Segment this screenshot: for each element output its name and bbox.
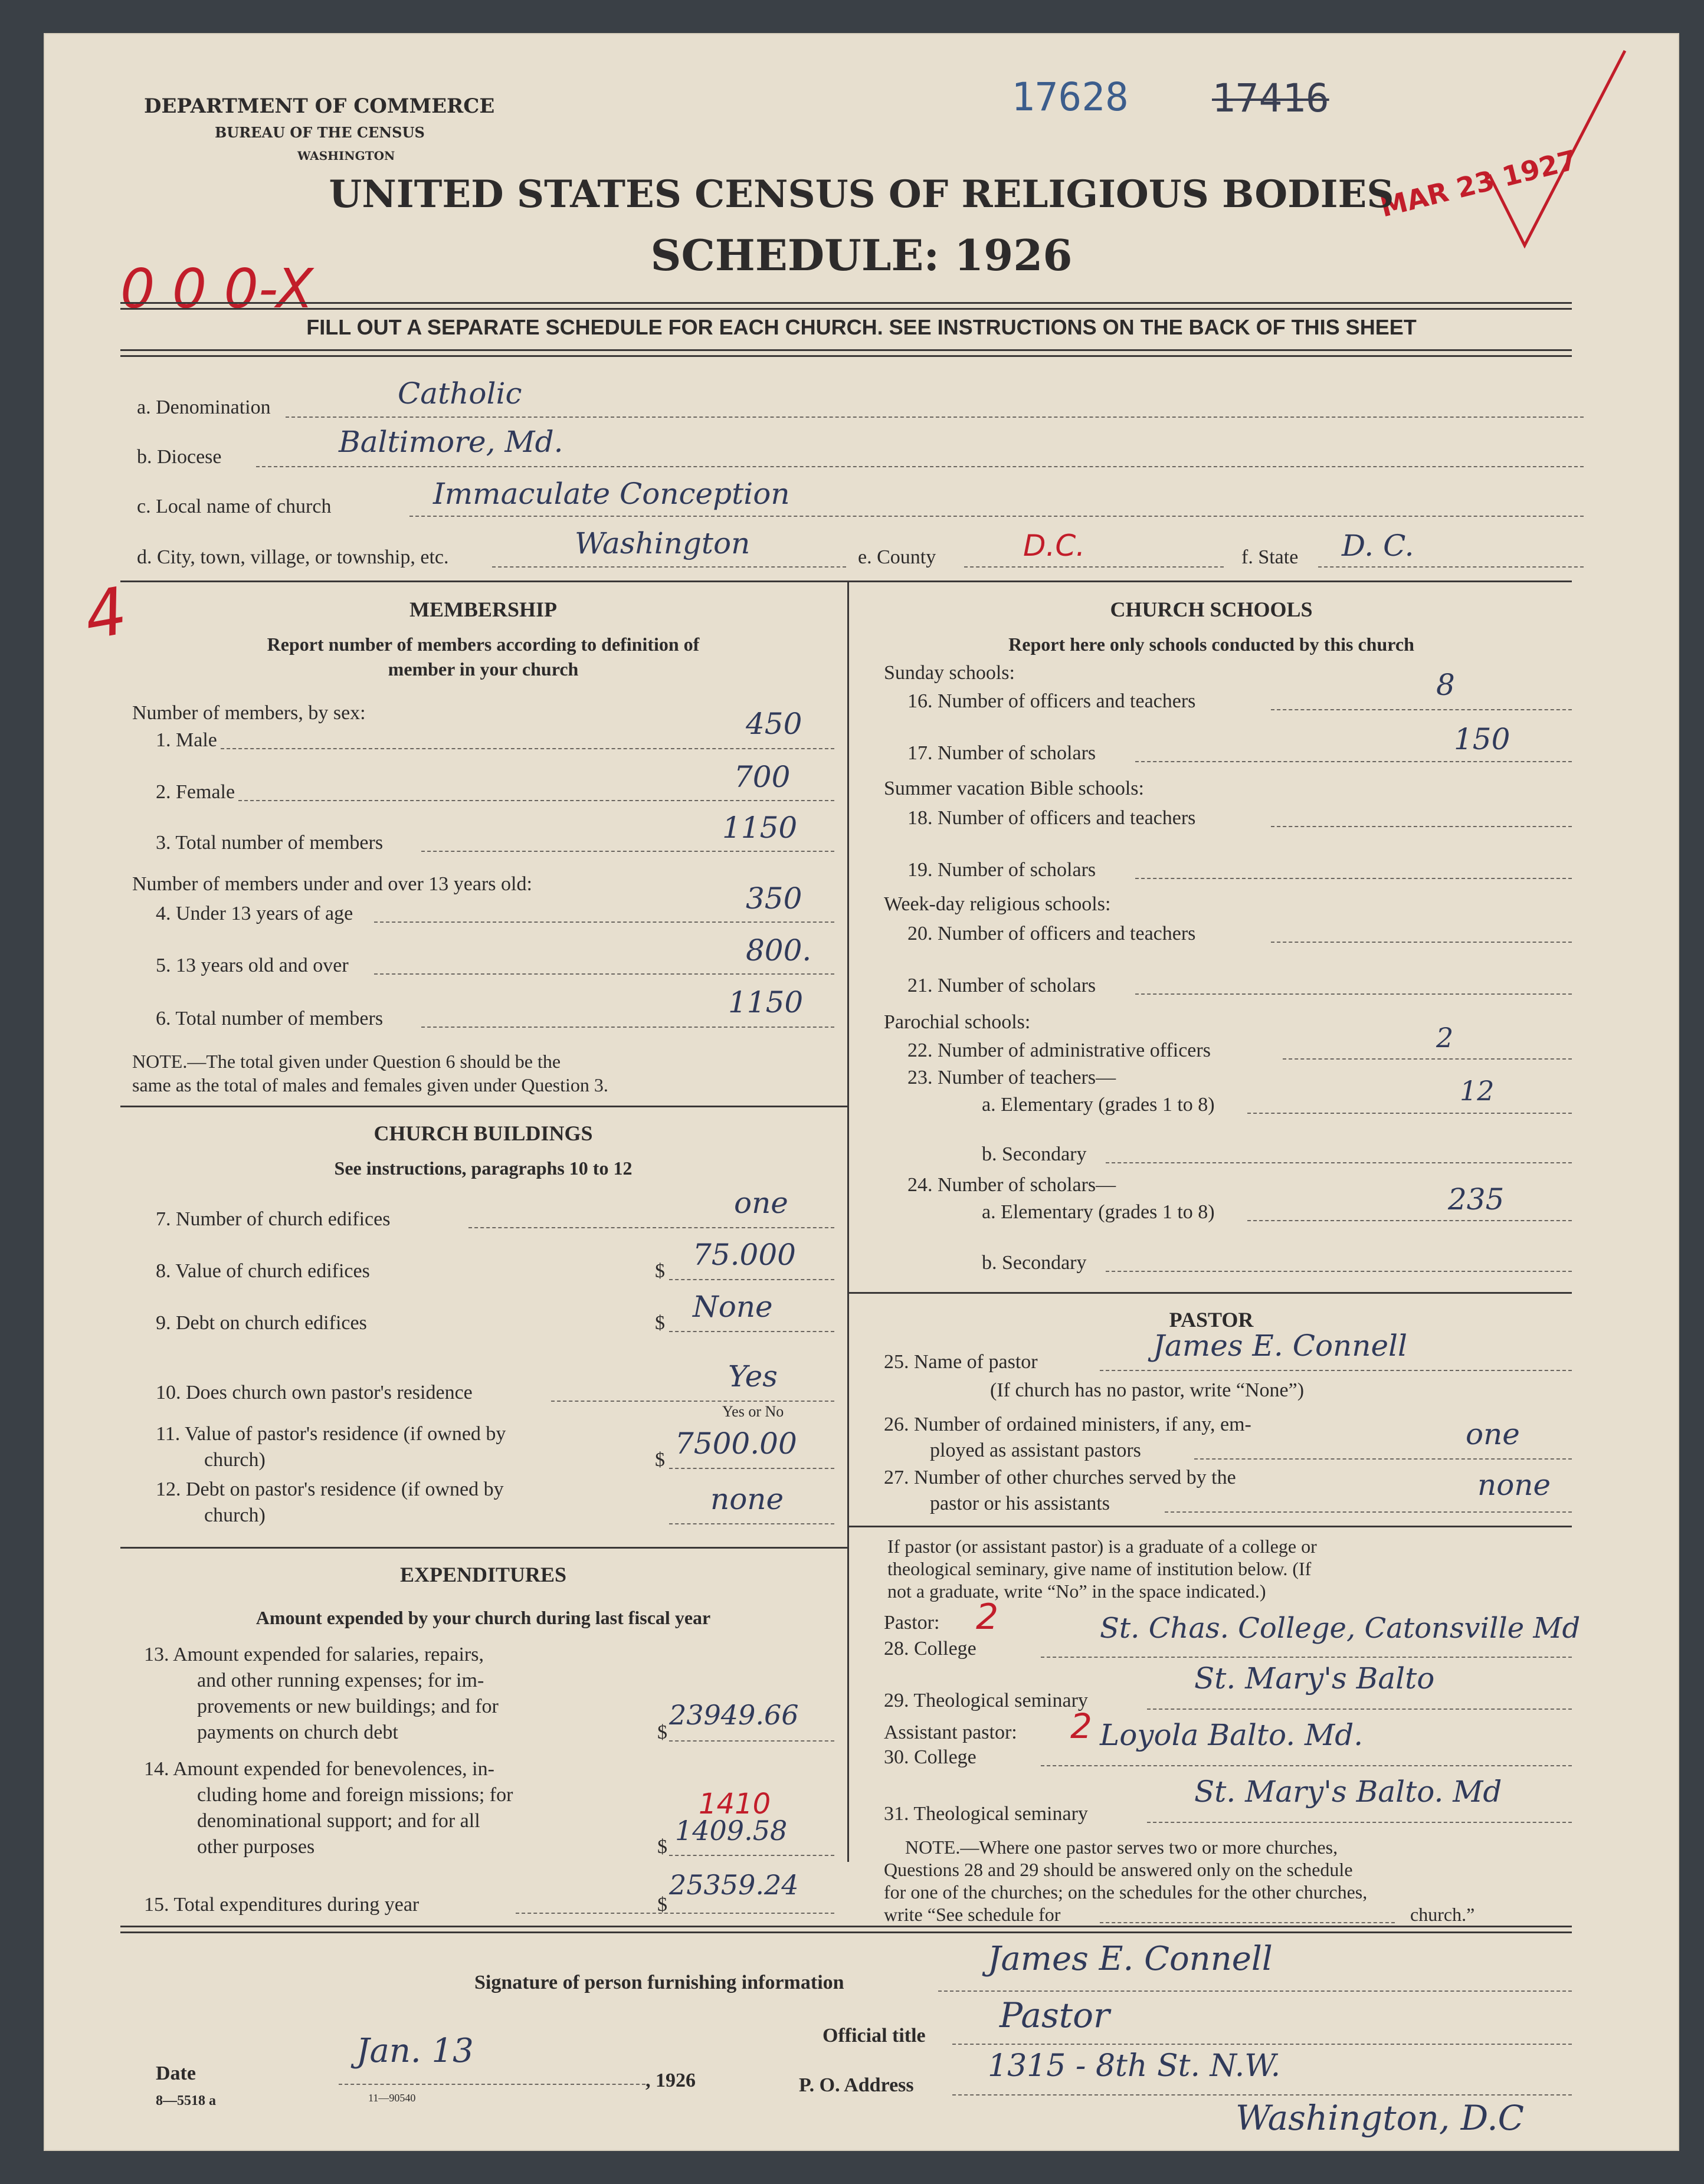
date-label: Date <box>156 2062 196 2084</box>
q5-line <box>374 973 834 975</box>
weekday-schools-label: Week-day religious schools: <box>884 893 1111 915</box>
q24a-label: a. Elementary (grades 1 to 8) <box>982 1201 1215 1223</box>
q19-line <box>1135 878 1572 879</box>
q2-value[interactable]: 700 <box>734 760 791 794</box>
print-number: 11—90540 <box>368 2092 416 2104</box>
diocese-label: b. Diocese <box>137 446 222 468</box>
q13-label-2: and other running expenses; for im- <box>197 1670 484 1691</box>
date-stamp: MAR 23 1927 <box>1377 143 1580 224</box>
pastor-title: PASTOR <box>1169 1308 1254 1332</box>
q31-label: 31. Theological seminary <box>884 1803 1088 1825</box>
q24a-line <box>1247 1220 1572 1221</box>
q14-dollar: $ <box>657 1836 667 1858</box>
q15-dollar: $ <box>657 1894 667 1916</box>
expenditures-title: EXPENDITURES <box>399 1563 567 1586</box>
schools-rule <box>848 1292 1572 1294</box>
q22-line <box>1283 1058 1572 1060</box>
pastor-note-3: for one of the churches; on the schedules for the other churches, <box>884 1881 1368 1903</box>
q11-label-1: 11. Value of pastor's residence (if owned by <box>156 1423 506 1445</box>
q30-label: 30. College <box>884 1746 976 1768</box>
q29-label: 29. Theological seminary <box>884 1690 1088 1711</box>
pastor-rule <box>848 1526 1572 1527</box>
pastor-note-4: write “See schedule for <box>884 1904 1061 1925</box>
q26-line <box>1194 1458 1572 1460</box>
q13-label-1: 13. Amount expended for salaries, repairs, <box>144 1644 484 1665</box>
local-name-line <box>409 516 1584 517</box>
state-label: f. State <box>1241 546 1299 568</box>
local-name-value[interactable]: Immaculate Conception <box>433 477 790 511</box>
q28-line <box>1041 1657 1572 1658</box>
q7-line <box>468 1227 834 1228</box>
column-divider <box>847 582 849 1862</box>
q13-label-4: payments on church debt <box>197 1721 398 1743</box>
q26-label-2: ployed as assistant pastors <box>930 1439 1141 1461</box>
q6-value[interactable]: 1150 <box>728 985 804 1019</box>
q24a-value[interactable]: 235 <box>1448 1182 1505 1216</box>
margin-mark: 4 <box>78 572 133 655</box>
q14-label-3: denominational support; and for all <box>197 1810 480 1832</box>
q17-line <box>1135 761 1572 762</box>
q6-label: 6. Total number of members <box>156 1008 384 1029</box>
footer-rule-1 <box>120 1926 1572 1927</box>
official-title-line <box>952 2044 1572 2045</box>
q14-label-2: cluding home and foreign missions; for <box>197 1784 513 1806</box>
pastor-note-line <box>1100 1922 1395 1923</box>
membership-intro-2: member in your church <box>388 658 579 680</box>
denomination-line <box>286 417 1584 418</box>
q9-value[interactable]: None <box>693 1290 773 1324</box>
q13-dollar: $ <box>657 1721 667 1743</box>
q14-line <box>669 1855 834 1856</box>
q25-value[interactable]: James E. Connell <box>1153 1329 1408 1363</box>
q15-value[interactable]: 25359.24 <box>669 1869 799 1901</box>
q12-value[interactable]: none <box>710 1482 784 1516</box>
census-schedule-page <box>44 33 1679 2151</box>
q31-value[interactable]: St. Mary's Balto. Md <box>1194 1775 1502 1809</box>
q11-label-2: church) <box>204 1449 266 1471</box>
po-address-value-2[interactable]: Washington, D.C <box>1236 2098 1525 2138</box>
q22-label: 22. Number of administrative officers <box>907 1039 1211 1061</box>
q5-label: 5. 13 years old and over <box>156 955 349 976</box>
q23-label: 23. Number of teachers— <box>907 1067 1116 1088</box>
q1-line <box>221 748 834 749</box>
q7-value[interactable]: one <box>734 1186 788 1220</box>
denomination-value[interactable]: Catholic <box>398 376 522 411</box>
po-address-line <box>952 2094 1572 2096</box>
q8-line <box>669 1279 834 1280</box>
q9-label: 9. Debt on church edifices <box>156 1312 367 1334</box>
denomination-label: a. Denomination <box>137 396 271 418</box>
q21-label: 21. Number of scholars <box>907 975 1096 996</box>
q29-line <box>1147 1708 1572 1710</box>
q22-value[interactable]: 2 <box>1436 1022 1454 1054</box>
q31-line <box>1147 1822 1572 1823</box>
q10-value[interactable]: Yes <box>728 1359 778 1393</box>
department-name: DEPARTMENT OF COMMERCE <box>144 94 495 118</box>
state-value[interactable]: D. C. <box>1342 529 1414 563</box>
graduate-note-1: If pastor (or assistant pastor) is a graduate of a college or <box>887 1536 1317 1557</box>
bureau-name: BUREAU OF THE CENSUS <box>215 124 425 141</box>
buildings-intro: See instructions, paragraphs 10 to 12 <box>334 1157 633 1179</box>
q9-dollar: $ <box>655 1312 665 1334</box>
instruction-rule-2 <box>120 355 1572 357</box>
q4-value[interactable]: 350 <box>746 881 802 916</box>
q1-value[interactable]: 450 <box>746 707 802 741</box>
membership-intro-1: Report number of members according to definition of <box>267 634 700 655</box>
q21-line <box>1135 993 1572 995</box>
q12-label-1: 12. Debt on pastor's residence (if owned by <box>156 1478 504 1500</box>
city-label: d. City, town, village, or township, etc. <box>137 546 449 568</box>
q9-line <box>669 1331 834 1332</box>
pastor-note-5: church.” <box>1410 1904 1475 1925</box>
q11-line <box>669 1468 834 1469</box>
q17-label: 17. Number of scholars <box>907 742 1096 764</box>
summer-schools-label: Summer vacation Bible schools: <box>884 778 1144 799</box>
stamp-number: 17628 <box>1011 74 1129 120</box>
q27-value[interactable]: none <box>1477 1468 1551 1502</box>
q12-label-2: church) <box>204 1504 266 1526</box>
po-address-label: P. O. Address <box>799 2074 914 2096</box>
q2-line <box>238 800 834 801</box>
county-value[interactable]: D.C. <box>1023 529 1086 563</box>
pastor-note-2: Questions 28 and 29 should be answered only on the schedule <box>884 1859 1353 1880</box>
assistant-red-mark: 2 <box>1070 1706 1092 1746</box>
sunday-schools-label: Sunday schools: <box>884 662 1015 684</box>
form-title: UNITED STATES CENSUS OF RELIGIOUS BODIES <box>329 172 1394 217</box>
membership-note-2: same as the total of males and females given under Question 3. <box>132 1074 608 1096</box>
q13-label-3: provements or new buildings; and for <box>197 1696 499 1717</box>
signature-line <box>938 1990 1572 1992</box>
membership-title: MEMBERSHIP <box>409 598 557 621</box>
q6-line <box>421 1027 834 1028</box>
schools-intro: Report here only schools conducted by this church <box>1008 634 1414 655</box>
county-line <box>964 566 1224 568</box>
q30-line <box>1041 1765 1572 1766</box>
q25-hint: (If church has no pastor, write “None”) <box>990 1379 1305 1401</box>
diocese-value[interactable]: Baltimore, Md. <box>339 425 563 459</box>
q16-value[interactable]: 8 <box>1436 668 1455 702</box>
members-by-age-label: Number of members under and over 13 years old: <box>132 873 532 895</box>
q20-label: 20. Number of officers and teachers <box>907 923 1196 945</box>
q19-label: 19. Number of scholars <box>907 859 1096 881</box>
q10-line <box>551 1401 834 1402</box>
form-subtitle: SCHEDULE: 1926 <box>650 230 1073 280</box>
q15-line <box>516 1913 834 1914</box>
q7-label: 7. Number of church edifices <box>156 1208 391 1230</box>
q3-label: 3. Total number of members <box>156 832 384 854</box>
q20-line <box>1271 942 1572 943</box>
expenditures-intro: Amount expended by your church during last fiscal year <box>255 1607 711 1628</box>
q13-value[interactable]: 23949.66 <box>669 1699 799 1731</box>
q15-label: 15. Total expenditures during year <box>144 1894 420 1916</box>
q25-line <box>1100 1370 1572 1371</box>
q26-label-1: 26. Number of ordained ministers, if any, em- <box>884 1414 1251 1435</box>
q8-label: 8. Value of church edifices <box>156 1260 370 1282</box>
q28-value[interactable]: St. Chas. College, Catonsville Md <box>1100 1612 1581 1645</box>
instruction-rule <box>120 349 1572 351</box>
graduate-note-3: not a graduate, write “No” in the space indicated.) <box>887 1580 1266 1602</box>
q3-line <box>421 851 834 852</box>
official-title-value[interactable]: Pastor <box>1000 1995 1110 2035</box>
q23a-line <box>1247 1113 1572 1114</box>
q2-label: 2. Female <box>156 781 235 803</box>
parochial-schools-label: Parochial schools: <box>884 1011 1031 1033</box>
membership-note-1: NOTE.—The total given under Question 6 should be the <box>132 1051 561 1072</box>
q24b-line <box>1106 1271 1572 1272</box>
q11-value[interactable]: 7500.00 <box>675 1427 797 1461</box>
po-address-value[interactable]: 1315 - 8th St. N.W. <box>988 2048 1281 2084</box>
q13-line <box>669 1740 834 1742</box>
q23b-label: b. Secondary <box>982 1143 1087 1165</box>
pastor-red-mark: 2 <box>976 1596 999 1638</box>
q17-value[interactable]: 150 <box>1454 722 1510 756</box>
diocese-line <box>256 466 1584 467</box>
q14-label-4: other purposes <box>197 1836 315 1858</box>
bureau-city: WASHINGTON <box>297 149 395 163</box>
date-line <box>339 2084 645 2085</box>
q29-value[interactable]: St. Mary's Balto <box>1194 1661 1435 1696</box>
q23b-line <box>1106 1162 1572 1163</box>
identity-rule <box>120 581 1572 582</box>
buildings-title: CHURCH BUILDINGS <box>373 1121 593 1145</box>
buildings-rule <box>120 1547 847 1549</box>
q27-label-2: pastor or his assistants <box>930 1493 1110 1514</box>
schools-title: CHURCH SCHOOLS <box>1110 598 1313 621</box>
signature-value[interactable]: James E. Connell <box>988 1940 1273 1978</box>
date-value[interactable]: Jan. 13 <box>356 2032 474 2070</box>
assistant-pastor-label: Assistant pastor: <box>884 1721 1017 1743</box>
members-by-sex-label: Number of members, by sex: <box>132 702 366 724</box>
q28-label: 28. College <box>884 1638 976 1660</box>
q14-red-value: 1410 <box>699 1788 771 1821</box>
struck-number: 17416 <box>1212 76 1329 121</box>
q26-value[interactable]: one <box>1466 1417 1520 1451</box>
official-title-label: Official title <box>822 2025 926 2047</box>
local-name-label: c. Local name of church <box>137 496 332 517</box>
q25-label: 25. Name of pastor <box>884 1351 1038 1373</box>
q1-label: 1. Male <box>156 729 217 751</box>
q8-dollar: $ <box>655 1260 665 1282</box>
q23a-value[interactable]: 12 <box>1460 1075 1495 1107</box>
instruction-line: FILL OUT A SEPARATE SCHEDULE FOR EACH CHURCH. SEE INSTRUCTIONS ON THE BACK OF THIS SHEET <box>306 315 1417 339</box>
q27-label-1: 27. Number of other churches served by the <box>884 1467 1236 1488</box>
q14-value[interactable]: 1409.58 <box>675 1815 788 1847</box>
membership-rule <box>120 1106 847 1107</box>
q18-line <box>1271 826 1572 827</box>
q11-dollar: $ <box>655 1449 665 1471</box>
header-rule-2 <box>120 308 1572 310</box>
q14-label-1: 14. Amount expended for benevolences, in- <box>144 1758 494 1780</box>
q5-value[interactable]: 800. <box>746 933 812 968</box>
q16-label: 16. Number of officers and teachers <box>907 690 1196 712</box>
pastor-sub-label: Pastor: <box>884 1612 940 1634</box>
q10-label: 10. Does church own pastor's residence <box>156 1382 473 1403</box>
header-rule <box>120 302 1572 304</box>
state-line <box>1318 566 1584 568</box>
graduate-note-2: theological seminary, give name of institution below. (If <box>887 1558 1312 1579</box>
city-line <box>492 566 846 568</box>
q30-value[interactable]: Loyola Balto. Md. <box>1100 1718 1364 1752</box>
q16-line <box>1271 709 1572 710</box>
q12-line <box>669 1523 834 1524</box>
q27-line <box>1165 1511 1572 1513</box>
date-year: , 1926 <box>645 2070 696 2091</box>
pastor-note-1: NOTE.—Where one pastor serves two or more churches, <box>905 1837 1338 1858</box>
q4-label: 4. Under 13 years of age <box>156 903 353 924</box>
q8-value[interactable]: 75.000 <box>693 1238 796 1272</box>
q24-label: 24. Number of scholars— <box>907 1174 1116 1196</box>
q24b-label: b. Secondary <box>982 1252 1087 1274</box>
q3-value[interactable]: 1150 <box>722 811 798 845</box>
q10-hint: Yes or No <box>722 1403 784 1420</box>
form-number: 8—5518 a <box>156 2093 216 2108</box>
city-value[interactable]: Washington <box>575 526 751 560</box>
footer-rule-2 <box>120 1932 1572 1933</box>
red-code-mark: 0 0 0-X <box>120 257 314 320</box>
q4-line <box>374 922 834 923</box>
q23a-label: a. Elementary (grades 1 to 8) <box>982 1094 1215 1116</box>
q18-label: 18. Number of officers and teachers <box>907 807 1196 829</box>
signature-label: Signature of person furnishing information <box>474 1972 844 1993</box>
county-label: e. County <box>858 546 936 568</box>
